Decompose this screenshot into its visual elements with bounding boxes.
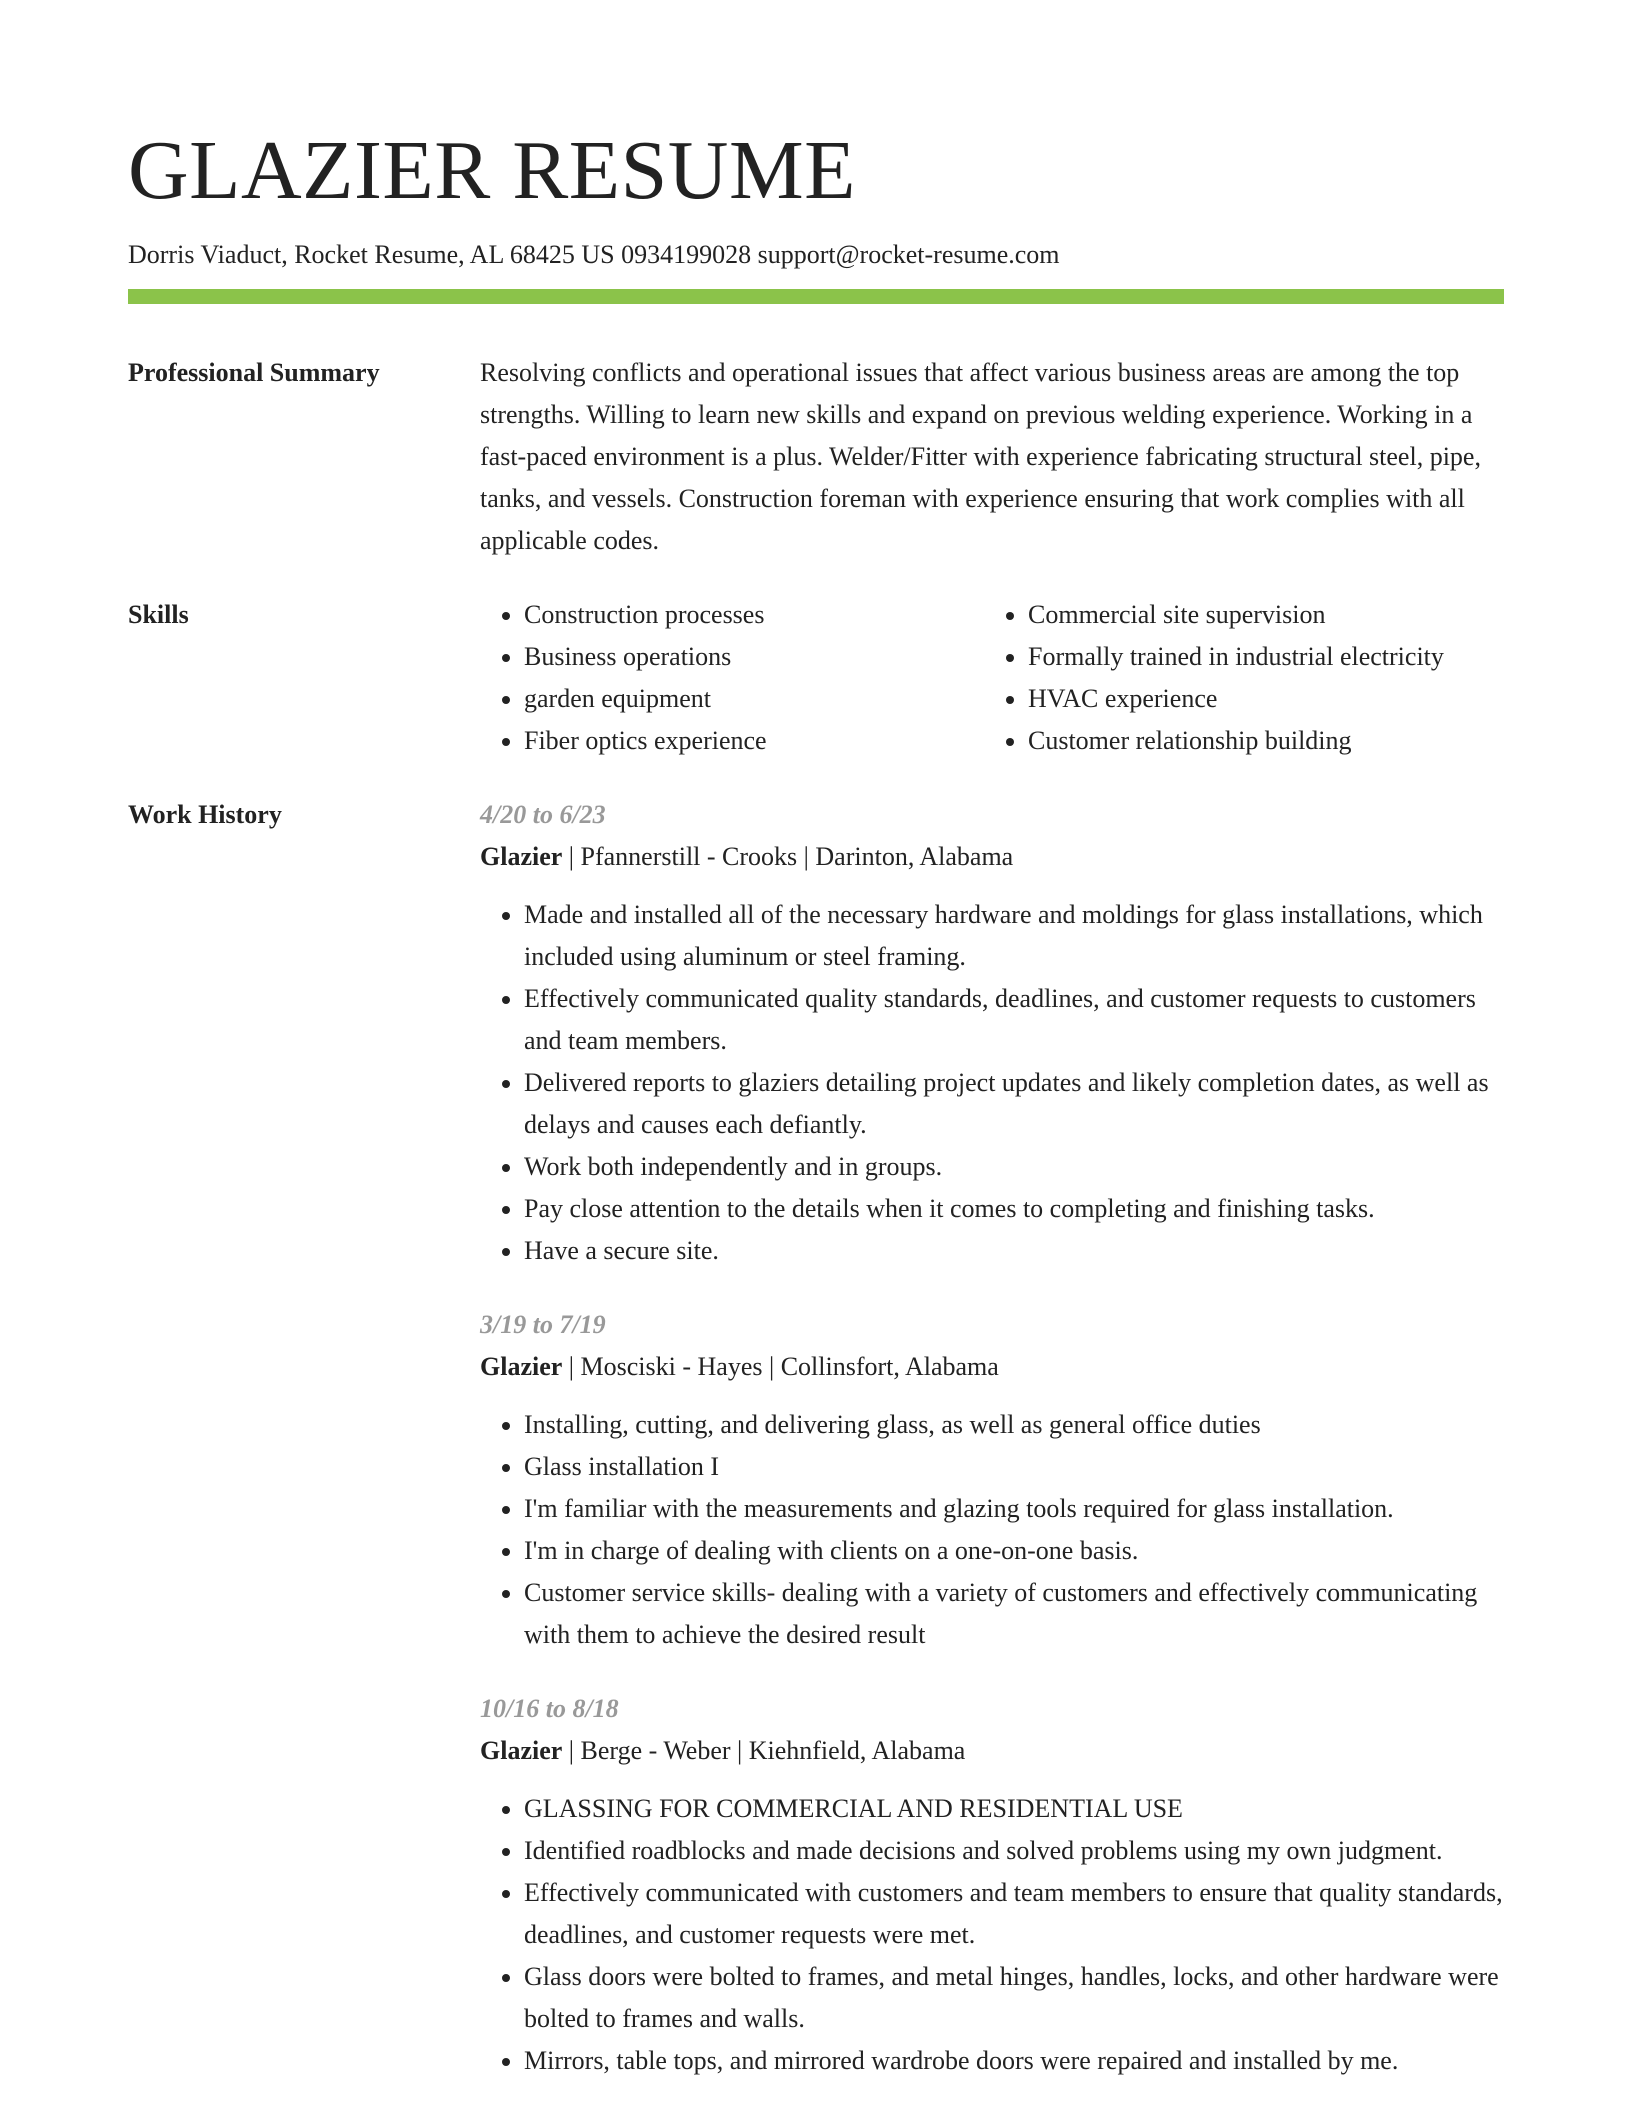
- section-label-work-history: Work History: [128, 800, 282, 829]
- job-bullet: • I'm familiar with the measurements and glazing tools required for glass installation.: [524, 1488, 1504, 1530]
- skills-list-1: [480, 594, 984, 762]
- skill-item: • Business operations: [524, 636, 984, 678]
- job-bullet: • Mirrors, table tops, and mirrored wardrobe doors were repaired and installed by me.: [524, 2040, 1504, 2082]
- job-company: Mosciski - Hayes: [580, 1352, 763, 1381]
- skill-item: • HVAC experience: [1028, 678, 1488, 720]
- job-bullet: • Installing, cutting, and delivering glass, as well as general office duties: [524, 1404, 1504, 1446]
- job-bullet: • Have a secure site.: [524, 1230, 1504, 1272]
- job-bullet: • GLASSING FOR COMMERCIAL AND RESIDENTIAL USE: [524, 1788, 1504, 1830]
- skill-item: • Customer relationship building: [1028, 720, 1488, 762]
- job-bullets: [480, 1788, 1504, 2082]
- job-bullet: • Work both independently and in groups.: [524, 1146, 1504, 1188]
- job-bullet: • Glass doors were bolted to frames, and metal hinges, handles, locks, and other hardware were bolted to frames and walls.: [524, 1956, 1504, 2040]
- separator: |: [797, 842, 816, 871]
- job-bullet: • Effectively communicated quality standards, deadlines, and customer requests to customers and team members.: [524, 978, 1504, 1062]
- job-location: Kiehnfield, Alabama: [748, 1736, 966, 1765]
- work-history-body: [480, 794, 1504, 2082]
- job-bullet: • Made and installed all of the necessary hardware and moldings for glass installations, which included using aluminum or steel framing.: [524, 894, 1504, 978]
- job-company: Pfannerstill - Crooks: [580, 842, 798, 871]
- section-label-skills: Skills: [128, 600, 189, 629]
- job-bullet: • Pay close attention to the details when it comes to completing and finishing tasks.: [524, 1188, 1504, 1230]
- skills-list-2: [984, 594, 1488, 762]
- job-title-line: [480, 1346, 1504, 1388]
- job-bullet: • Identified roadblocks and made decisions and solved problems using my own judgment.: [524, 1830, 1504, 1872]
- job-bullet: • Glass installation I: [524, 1446, 1504, 1488]
- separator: |: [562, 1736, 581, 1765]
- skills-column-1: [480, 594, 984, 762]
- summary-text: Resolving conflicts and operational issues that affect various business areas are among the top strengths. Willing to learn new skills and expand on previous welding experience. Working in a fast-paced environment is a plus. Welder/Fitter with experience fabricating structural steel, pipe, tanks, and vessels. Construction foreman with experience ensuring that work complies with all applicable codes.: [480, 358, 1481, 555]
- skill-item: • garden equipment: [524, 678, 984, 720]
- job-dates: 4/20 to 6/23: [480, 800, 606, 829]
- job-dates: 10/16 to 8/18: [480, 1694, 619, 1723]
- job-title-line: [480, 836, 1504, 878]
- professional-summary-section: [128, 352, 1504, 562]
- skills-section: [128, 594, 1504, 762]
- skills-column-2: [984, 594, 1488, 762]
- resume-title: GLAZIER RESUME: [128, 124, 856, 217]
- contact-line: Dorris Viaduct, Rocket Resume, AL 68425 US 0934199028 support@rocket-resume.com: [128, 240, 1060, 269]
- job-dates: 3/19 to 7/19: [480, 1310, 606, 1339]
- skill-item: • Commercial site supervision: [1028, 594, 1488, 636]
- separator: |: [562, 842, 581, 871]
- job-location: Darinton, Alabama: [815, 842, 1014, 871]
- job-entry: [480, 794, 1504, 1272]
- job-bullet: • Customer service skills- dealing with a variety of customers and effectively communicating with them to achieve the desired result: [524, 1572, 1504, 1656]
- separator: |: [562, 1352, 581, 1381]
- job-entry: [480, 1304, 1504, 1656]
- job-title: Glazier: [480, 1736, 563, 1765]
- resume-page: [128, 0, 1504, 2082]
- summary-body: [480, 352, 1504, 562]
- job-entry: [480, 1688, 1504, 2082]
- job-title: Glazier: [480, 842, 563, 871]
- job-bullet: • Delivered reports to glaziers detailing project updates and likely completion dates, as well as delays and causes each defiantly.: [524, 1062, 1504, 1146]
- job-bullet: • Effectively communicated with customers and team members to ensure that quality standards, deadlines, and customer requests were met.: [524, 1872, 1504, 1956]
- job-location: Collinsfort, Alabama: [780, 1352, 999, 1381]
- job-title-line: [480, 1730, 1504, 1772]
- job-company: Berge - Weber: [580, 1736, 731, 1765]
- accent-divider: [128, 289, 1504, 304]
- skill-item: • Construction processes: [524, 594, 984, 636]
- job-title: Glazier: [480, 1352, 563, 1381]
- skill-item: • Formally trained in industrial electricity: [1028, 636, 1488, 678]
- separator: |: [762, 1352, 781, 1381]
- job-bullets: [480, 1404, 1504, 1656]
- job-bullets: [480, 894, 1504, 1272]
- section-label-summary: Professional Summary: [128, 358, 380, 387]
- job-bullet: • I'm in charge of dealing with clients on a one-on-one basis.: [524, 1530, 1504, 1572]
- separator: |: [730, 1736, 749, 1765]
- work-history-section: [128, 794, 1504, 2082]
- skills-body: [480, 594, 1504, 762]
- skill-item: • Fiber optics experience: [524, 720, 984, 762]
